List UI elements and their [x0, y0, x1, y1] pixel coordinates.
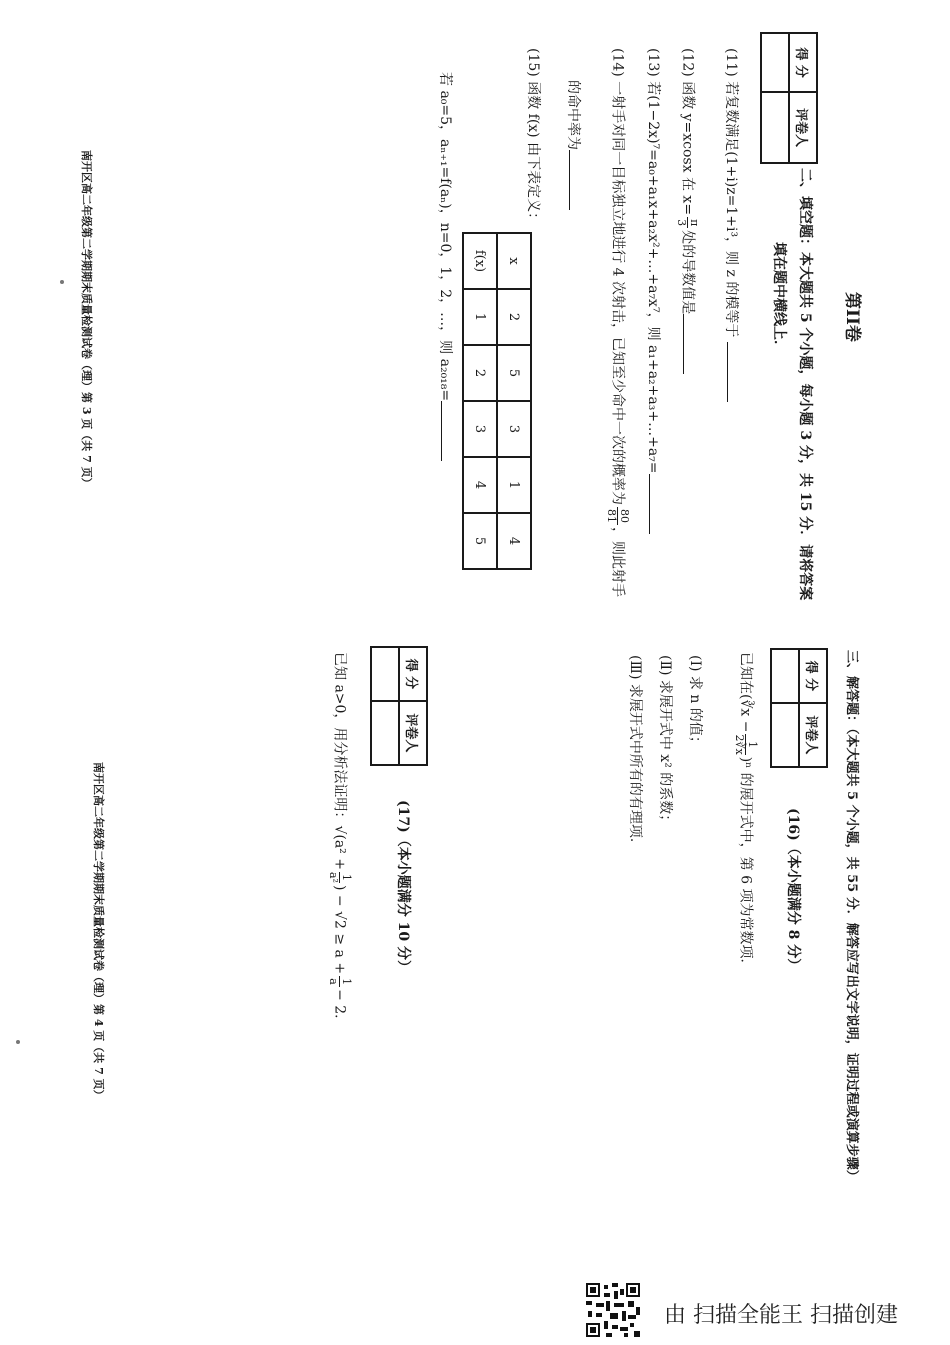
scan-speck [60, 280, 64, 284]
question-12: (12) 函数 y=xcosx 在 x= π 3 处的导数值是 [675, 48, 700, 374]
score-table-left [760, 32, 818, 164]
section3-title: 三、解答题：（本大题共 5 个小题，共 55 分．解答应写出文字说明，证明过程或演算步骤） [844, 650, 859, 1183]
qr-code-icon [586, 1283, 640, 1337]
score-label: 得 分 [799, 649, 827, 703]
section2-title: 二、填空题：本大题共 5 个小题，每小题 3 分，共 15 分．请将答案 [797, 168, 813, 601]
fraction: 80 81 [604, 509, 631, 523]
table-cell: 4 [463, 457, 497, 513]
fraction: 1 a² [326, 871, 353, 883]
answer-blank [683, 314, 694, 374]
scan-speck [16, 1040, 20, 1044]
question-14: (14) 一射手对同一目标独立地进行 4 次射击，已知至少命中一次的概率为 80 81 ，则此射手 [604, 48, 631, 597]
table-cell: 4 [497, 513, 531, 569]
table-cell: 2 [497, 289, 531, 345]
footer-page-4: 南开区高二年级第二学期期末质量检测试卷（理）第 4 页（共 7 页） [92, 762, 105, 1101]
section2-title-cont: 填在题中横线上． [771, 242, 787, 354]
question-16-part3: (Ⅲ) 求展开式中所有的有理项． [627, 655, 643, 852]
reviewer-cell [771, 703, 799, 767]
question-16-part1: (Ⅰ) 求 n 的值； [687, 655, 703, 750]
answer-blank [569, 150, 580, 210]
score-table-q17 [370, 646, 428, 766]
question-13: (13) 若(1−2x)⁷=a₀+a₁x+a₂x²+…+a₇x⁷，则 a₁+a₂+a₃+…+a₇= [646, 48, 660, 534]
table-cell: 1 [463, 289, 497, 345]
volume-title: 第II卷 [842, 292, 862, 342]
reviewer-cell [761, 92, 789, 163]
answer-blank [727, 342, 738, 402]
q17-title: (17)（本小题满分 10 分） [395, 800, 411, 974]
score-table-q16 [770, 648, 828, 768]
answer-blank [649, 474, 660, 534]
score-cell [761, 33, 789, 92]
scanner-watermark: 由 扫描全能王 扫描创建 [664, 1303, 898, 1328]
question-17: 已知 a>0，用分析法证明：√(a² + 1 a² ) − √2 ≥ a + 1 a − 2． [326, 652, 353, 1029]
score-cell [771, 649, 799, 703]
table-cell: 3 [497, 401, 531, 457]
question-14-cont: 的命中率为 [566, 80, 580, 210]
score-label: 得 分 [399, 647, 427, 701]
table-cell: 2 [463, 345, 497, 401]
question-15: (15) 函数 f(x) 由下表定义： [525, 48, 541, 227]
table-cell: 3 [463, 401, 497, 457]
footer-page-3: 南开区高二年级第二学期期末质量检测试卷（理）第 3 页（共 7 页） [80, 150, 93, 489]
table-cell: 5 [463, 513, 497, 569]
reviewer-label: 评卷人 [799, 703, 827, 767]
reviewer-cell [371, 701, 399, 765]
fraction: π 3 [674, 219, 701, 227]
question-15-cont: 若 a₀=5，aₙ₊₁=f(aₙ)，n=0，1，2，…，则 a₂₀₁₈= [438, 72, 452, 461]
reviewer-label: 评卷人 [789, 92, 817, 163]
function-table [462, 232, 532, 570]
score-cell [371, 647, 399, 701]
fraction: 1 a [326, 978, 353, 986]
q16-title: (16)（本小题满分 8 分） [785, 808, 801, 973]
answer-blank [441, 401, 452, 461]
question-16: 已知在(∛x − 1 2∛x )ⁿ 的展开式中，第 6 项为常数项． [732, 652, 759, 973]
table-cell: 5 [497, 345, 531, 401]
fraction: 1 2∛x [732, 734, 759, 755]
question-11: (11) 若复数满足(1+i)z=1+i³，则 z 的模等于 [724, 48, 738, 402]
reviewer-label: 评卷人 [399, 701, 427, 765]
table-header-fx: f(x) [463, 233, 497, 289]
score-label: 得 分 [789, 33, 817, 92]
question-16-part2: (Ⅱ) 求展开式中 x² 的系数； [657, 655, 673, 829]
table-header-x: x [497, 233, 531, 289]
table-cell: 1 [497, 457, 531, 513]
